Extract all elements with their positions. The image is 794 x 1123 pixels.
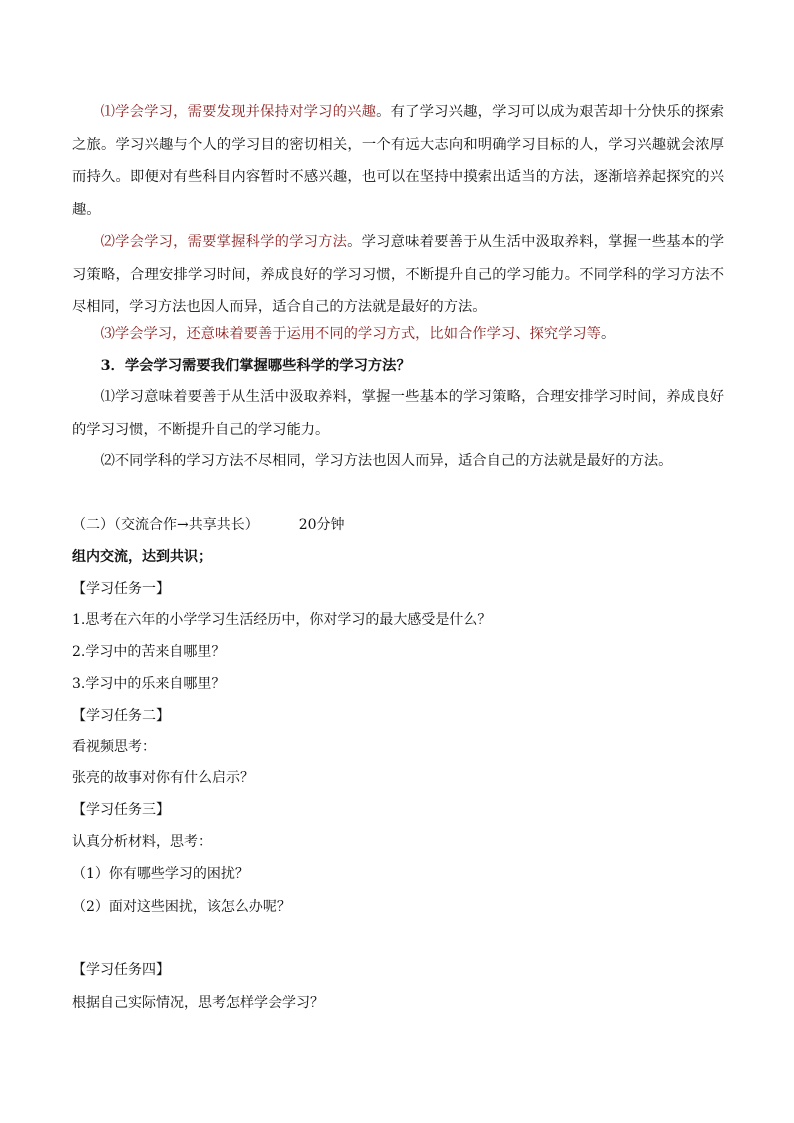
task-1-question-1: 1.思考在六年的小学学习生活经历中，你对学习的最大感受是什么？ (72, 612, 492, 628)
paragraph-learning-style (72, 318, 724, 351)
question-3: 3．学会学习需要我们掌握哪些科学的学习方法？ (100, 358, 411, 374)
paragraph-learning-style-end: 。 (600, 326, 616, 342)
key-point-learning-style: ⑶学会学习，还意味着要善于运用不同的学习方式，比如合作学习、探究学习等 (100, 326, 601, 342)
task-3-question-2: （2）面对这些困扰，该怎么办呢？ (72, 899, 291, 915)
section-two-heading (72, 515, 345, 535)
answer-3-1: ⑴学习意味着要善于从生活中汲取养料，掌握一些基本的学习策略，合理安排学习时间，养成良好的学习习惯，不断提升自己的学习能力。 (72, 389, 724, 438)
group-discussion-heading: 组内交流，达到共识； (72, 549, 212, 565)
task-3-line-1: 认真分析材料，思考： (72, 834, 212, 850)
task-2-line-1: 看视频思考： (72, 739, 156, 755)
paragraph-interest (72, 96, 724, 226)
task-4-line-1: 根据自己实际情况，思考怎样学会学习？ (72, 995, 324, 1011)
task-1-question-3: 3.学习中的乐来自哪里？ (72, 676, 226, 692)
paragraph-method (72, 226, 724, 324)
section-two-title: （二）（交流合作→共享共长） (72, 517, 259, 533)
section-two-duration: 20分钟 (298, 517, 345, 533)
task-1-question-2: 2.学习中的苦来自哪里？ (72, 644, 226, 660)
key-point-interest: ⑴学会学习，需要发现并保持对学习的兴趣 (100, 104, 377, 120)
task-4-title: 【学习任务四】 (72, 962, 170, 978)
task-2-title: 【学习任务二】 (72, 708, 170, 724)
task-1-title: 【学习任务一】 (72, 581, 170, 597)
key-point-method: ⑵学会学习，需要掌握科学的学习方法 (100, 234, 348, 250)
task-3-title: 【学习任务三】 (72, 802, 170, 818)
task-3-question-1: （1）你有哪些学习的困扰？ (72, 866, 249, 882)
task-2-line-2: 张亮的故事对你有什么启示？ (72, 770, 254, 786)
paragraph-interest-body: 。有了学习兴趣，学习可以成为艰苦却十分快乐的探索之旅。学习兴趣与个人的学习目的密切相关，一个有远大志向和明确学习目标的人，学习兴趣就会浓厚而持久。即便对有些科目内容暂时不感兴趣，也可以在坚持中摸索出适当的方法，逐渐培养起探究的兴趣。 (72, 104, 725, 218)
paragraph-method-body: 。学习意味着要善于从生活中汲取养料，掌握一些基本的学习策略，合理安排学习时间，养成良好的学习习惯，不断提升自己的学习能力。不同学科的学习方法不尽相同，学习方法也因人而异，适合自己的方法就是最好的方法。 (72, 234, 724, 315)
answer-3-2: ⑵不同学科的学习方法不尽相同，学习方法也因人而异，适合自己的方法就是最好的方法。 (100, 453, 673, 469)
